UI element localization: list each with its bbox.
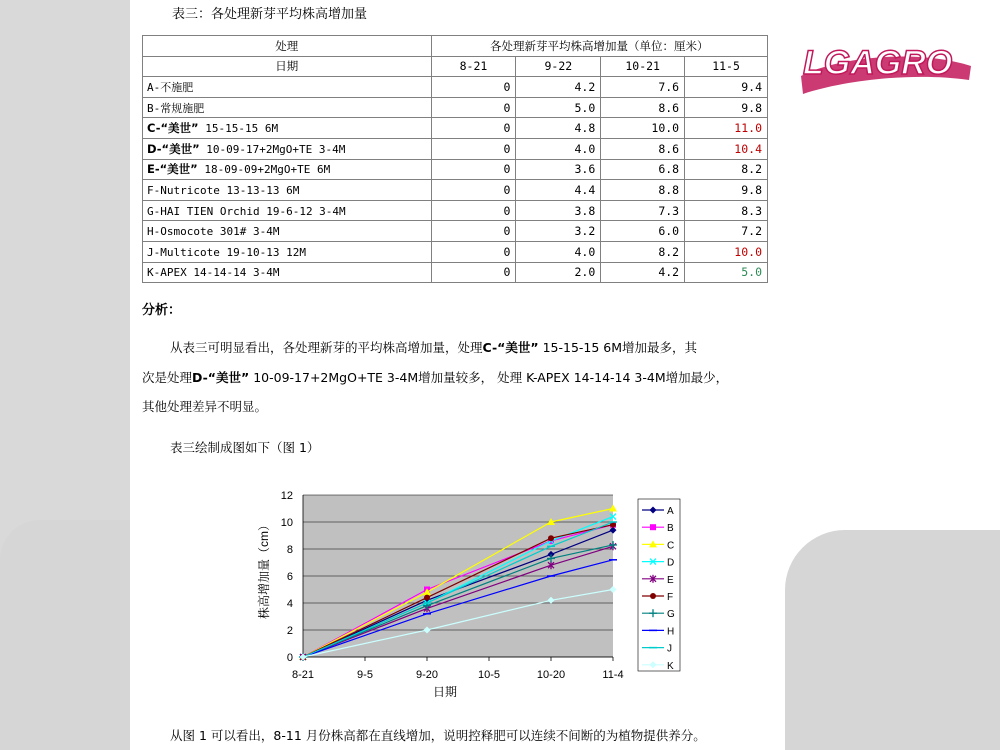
treatment-brand: C-“美世” <box>147 121 199 136</box>
svg-text:LGAGRO: LGAGRO <box>803 44 953 82</box>
treatment-cell <box>143 262 432 283</box>
value-cell: 3.2 <box>516 221 601 242</box>
table-body <box>143 77 768 283</box>
treatment-cell <box>143 118 432 139</box>
table-row <box>143 221 768 242</box>
table-row <box>143 118 768 139</box>
table-date-row <box>143 56 768 77</box>
analysis-emphasis: C-“美世” <box>482 340 539 355</box>
value-cell: 6.8 <box>601 159 685 180</box>
legend-label: A <box>667 506 674 517</box>
analysis-heading: 分析： <box>142 303 182 318</box>
analysis-text: 从表三可明显看出，各处理新芽的平均株高增加量，处理 <box>170 340 483 355</box>
value-cell: 3.6 <box>516 159 601 180</box>
legend-label: B <box>667 523 674 535</box>
y-tick-label: 6 <box>286 571 293 583</box>
treatment-label: A-不施肥 <box>147 80 194 94</box>
analysis-text: 次是处理 <box>142 370 193 385</box>
x-tick-label: 9-20 <box>415 669 439 681</box>
treatment-label: J-Multicote 19-10-13 12M <box>147 245 306 259</box>
x-tick-label: 10-5 <box>477 669 501 681</box>
value-cell: 0 <box>431 138 516 159</box>
analysis-line-1 <box>142 339 772 356</box>
value-cell: 8.2 <box>601 241 685 262</box>
value-cell: 0 <box>431 262 516 283</box>
value-cell: 2.0 <box>516 262 601 283</box>
treatment-cell <box>143 221 432 242</box>
value-cell: 0 <box>431 180 516 201</box>
header-date: 日期 <box>143 56 432 77</box>
analysis-text: 其他处理差异不明显。 <box>142 399 268 414</box>
table-row <box>143 200 768 221</box>
value-cell: 0 <box>431 118 516 139</box>
treatment-cell <box>143 200 432 221</box>
y-axis-label: 株高增加量（cm） <box>257 519 271 619</box>
analysis-emphasis: D-“美世” <box>192 370 250 385</box>
conclusion-text: 从图 1 可以看出，8-11 月份株高都在直线增加，说明控释肥可以连续不间断的为植物提供养分。 <box>170 728 706 743</box>
x-tick-label: 10-20 <box>536 669 566 681</box>
data-point <box>424 595 430 601</box>
growth-table <box>142 35 768 283</box>
treatment-label: K-APEX 14-14-14 3-4M <box>147 266 280 280</box>
date-cell: 9-22 <box>516 56 601 77</box>
left-decoration <box>0 520 130 750</box>
x-tick-label: 9-5 <box>357 669 373 681</box>
data-point <box>650 524 656 530</box>
value-cell: 8.8 <box>601 180 685 201</box>
value-cell: 8.3 <box>685 200 768 221</box>
value-cell: 0 <box>431 77 516 98</box>
value-cell: 0 <box>431 221 516 242</box>
value-cell: 4.4 <box>516 180 601 201</box>
value-cell: 4.8 <box>516 118 601 139</box>
data-point <box>548 535 554 541</box>
y-tick-label: 8 <box>286 544 293 556</box>
y-tick-label: 2 <box>286 625 293 637</box>
y-tick-label: 4 <box>286 598 293 610</box>
value-cell: 9.4 <box>685 77 768 98</box>
y-tick-label: 10 <box>280 517 293 529</box>
treatment-cell <box>143 180 432 201</box>
value-cell: 7.3 <box>601 200 685 221</box>
treatment-label: 18-09-09+2MgO+TE 6M <box>197 163 331 177</box>
table-row <box>143 138 768 159</box>
treatment-label: B-常规施肥 <box>147 101 205 115</box>
value-cell: 10.0 <box>601 118 685 139</box>
value-cell: 11.0 <box>685 118 768 139</box>
treatment-cell <box>143 159 432 180</box>
analysis-text: 10-09-17+2MgO+TE 3-4M增加量较多， 处理 K-APEX 14-14-14 3-4M增加最少， <box>249 370 729 385</box>
legend-label: E <box>667 574 674 586</box>
treatment-brand: D-“美世” <box>147 141 200 156</box>
table-row <box>143 97 768 118</box>
analysis-text: 15-15-15 6M增加最多，其 <box>538 340 698 355</box>
value-cell: 0 <box>431 200 516 221</box>
treatment-cell <box>143 97 432 118</box>
table-row <box>143 241 768 262</box>
value-cell: 5.0 <box>516 97 601 118</box>
value-cell: 0 <box>431 241 516 262</box>
treatment-label: F-Nutricote 13-13-13 6M <box>147 183 300 197</box>
header-increase: 各处理新芽平均株高增加量（单位：厘米） <box>431 36 767 57</box>
value-cell: 4.0 <box>516 241 601 262</box>
legend-box <box>638 499 680 671</box>
treatment-label: H-Osmocote 301# 3-4M <box>147 225 280 239</box>
treatment-cell <box>143 241 432 262</box>
table-row <box>143 180 768 201</box>
table-title: 表三：各处理新芽平均株高增加量 <box>172 7 368 22</box>
treatment-cell <box>143 138 432 159</box>
analysis-line-3 <box>142 398 772 415</box>
value-cell: 4.2 <box>601 262 685 283</box>
legend-label: G <box>667 609 675 621</box>
date-cell: 11-5 <box>685 56 768 77</box>
table-row <box>143 262 768 283</box>
table-row <box>143 159 768 180</box>
value-cell: 8.6 <box>601 97 685 118</box>
legend-label: J <box>667 643 672 655</box>
y-tick-label: 0 <box>286 652 293 664</box>
table-header-row <box>143 36 768 57</box>
value-cell: 3.8 <box>516 200 601 221</box>
legend-label: D <box>667 557 675 569</box>
lgagro-logo <box>795 28 975 98</box>
analysis-line-2 <box>142 369 772 386</box>
value-cell: 8.2 <box>685 159 768 180</box>
value-cell: 0 <box>431 159 516 180</box>
header-treatment: 处理 <box>143 36 432 57</box>
table-row <box>143 77 768 98</box>
treatment-brand: E-“美世” <box>147 162 198 177</box>
value-cell: 5.0 <box>685 262 768 283</box>
date-cell: 10-21 <box>601 56 685 77</box>
x-tick-label: 11-4 <box>602 669 624 681</box>
figure-intro: 表三绘制成图如下（图 1） <box>170 440 320 455</box>
x-axis-label: 日期 <box>432 685 458 699</box>
legend-label: K <box>667 660 674 672</box>
value-cell: 6.0 <box>601 221 685 242</box>
value-cell: 0 <box>431 97 516 118</box>
value-cell: 9.8 <box>685 180 768 201</box>
treatment-label: 10-09-17+2MgO+TE 3-4M <box>199 142 346 156</box>
value-cell: 4.2 <box>516 77 601 98</box>
legend-label: F <box>667 592 674 603</box>
treatment-cell <box>143 77 432 98</box>
date-cell: 8-21 <box>431 56 516 77</box>
growth-chart <box>250 485 675 705</box>
x-tick-label: 8-21 <box>291 669 315 681</box>
legend-label: H <box>667 626 675 638</box>
data-point <box>650 593 656 599</box>
value-cell: 10.4 <box>685 138 768 159</box>
treatment-label: 15-15-15 6M <box>198 122 279 136</box>
right-decoration <box>785 530 1000 750</box>
value-cell: 7.2 <box>685 221 768 242</box>
value-cell: 9.8 <box>685 97 768 118</box>
value-cell: 4.0 <box>516 138 601 159</box>
value-cell: 7.6 <box>601 77 685 98</box>
value-cell: 10.0 <box>685 241 768 262</box>
y-tick-label: 12 <box>280 490 293 502</box>
value-cell: 8.6 <box>601 138 685 159</box>
treatment-label: G-HAI TIEN Orchid 19-6-12 3-4M <box>147 204 346 218</box>
legend-label: C <box>667 540 675 552</box>
